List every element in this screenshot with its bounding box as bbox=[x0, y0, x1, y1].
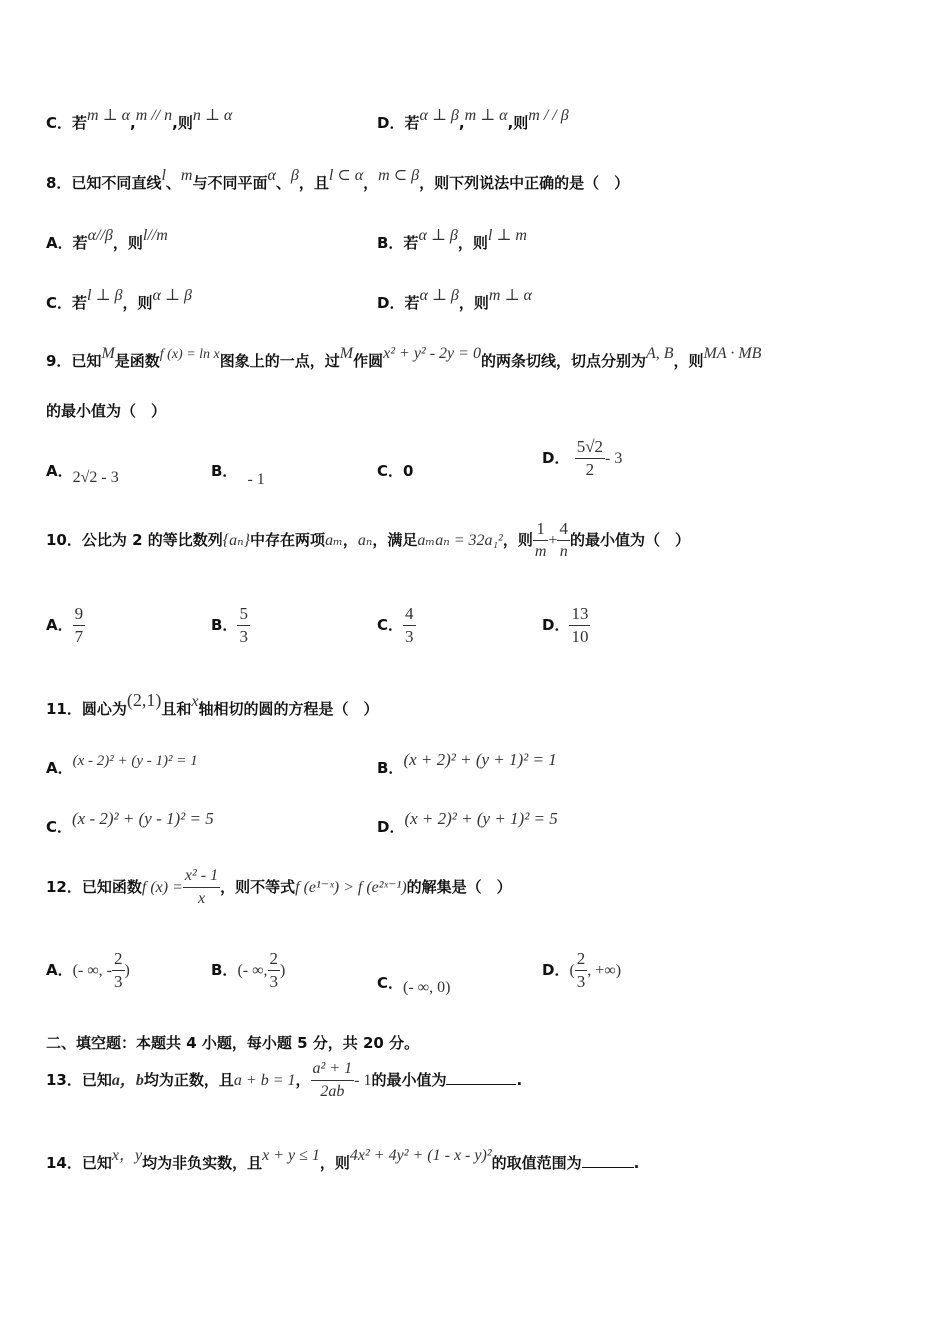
math: {aₙ} bbox=[222, 532, 251, 549]
math: M bbox=[339, 345, 354, 362]
question-14: 14．已知x，y均为非负实数，且x + y ≤ 1，则4x² + 4y² + (1 - x - y)²的取值范围为 . bbox=[46, 1147, 640, 1172]
math: l ⊥ β bbox=[87, 287, 123, 304]
q8-option-b[interactable]: B．若α ⊥ β，则l ⊥ m bbox=[377, 227, 527, 252]
math: x + y ≤ 1 bbox=[262, 1147, 320, 1164]
math: n ⊥ α bbox=[192, 107, 233, 124]
math: ) bbox=[124, 962, 130, 979]
math: l bbox=[161, 167, 166, 184]
math: aₘ bbox=[325, 532, 343, 549]
fraction: $\frac{5√2}{2}$ bbox=[576, 437, 604, 479]
q9-option-a[interactable]: A．2√2 - 3 bbox=[46, 462, 119, 486]
math: (x - 2)² + (y - 1)² = 1 bbox=[72, 753, 198, 769]
math: α bbox=[267, 167, 276, 184]
section-2-heading: 二、填空题：本题共 4 小题，每小题 5 分，共 20 分。 bbox=[46, 1034, 420, 1052]
math: ( bbox=[569, 962, 575, 979]
math: 2√2 - 3 bbox=[72, 469, 119, 486]
fraction: $\frac{13}{10}$ bbox=[571, 604, 589, 646]
fraction: $\frac{\text{a² + 1}}{2ab}$ bbox=[312, 1060, 353, 1100]
math: m ⊥ α bbox=[488, 287, 532, 304]
math: l ⊥ m bbox=[487, 227, 527, 244]
q11-option-a[interactable]: A．(x - 2)² + (y - 1)² = 1 bbox=[46, 753, 198, 777]
math: 4x² + 4y² + (1 - x - y)² bbox=[349, 1147, 492, 1164]
math: α ⊥ β bbox=[152, 287, 192, 304]
math: x，y bbox=[111, 1147, 143, 1164]
math: ) bbox=[280, 962, 286, 979]
q7-option-d[interactable]: D．若α ⊥ β,m ⊥ α,则m / / β bbox=[377, 107, 569, 132]
math: α//β bbox=[87, 227, 113, 244]
q10-option-a[interactable]: A． $\frac{9}{7}$ bbox=[46, 604, 84, 646]
q12-option-b[interactable]: B．(- ∞, $\frac{2}{3}$ ) bbox=[211, 949, 286, 991]
q12-option-a[interactable]: A．(- ∞, - $\frac{2}{3}$ ) bbox=[46, 949, 130, 991]
q11-option-c[interactable]: C．(x - 2)² + (y - 1)² = 5 bbox=[46, 809, 214, 836]
question-11-stem: 11．圆心为(2,1)且和x轴相切的圆的方程是（ ） bbox=[46, 690, 379, 718]
math: M bbox=[101, 345, 115, 362]
math: (x - 2)² + (y - 1)² = 5 bbox=[72, 809, 214, 828]
question-13: 13．已知a，b均为正数，且a + b = 1， $\frac{\text{a² + 1}}{2ab}$ - 1的最小值为 . bbox=[46, 1058, 522, 1103]
math: a + b = 1 bbox=[233, 1072, 296, 1089]
math: β bbox=[290, 167, 299, 184]
math: MA · MB bbox=[703, 345, 762, 362]
math: - 1 bbox=[247, 471, 265, 488]
fraction: $\frac{1}{m}$ bbox=[534, 519, 547, 560]
math: A, B bbox=[645, 345, 674, 362]
math: l ⊂ α bbox=[328, 167, 364, 184]
math: m ⊥ α bbox=[464, 107, 508, 124]
q9-option-c[interactable]: C．0 bbox=[377, 462, 414, 480]
question-8-stem: 8．已知不同直线l、m与不同平面α、β，且l ⊂ α，m ⊂ β，则下列说法中正确的是（ ） bbox=[46, 167, 630, 192]
fraction: $\frac{4}{n}$ bbox=[559, 519, 568, 560]
q10-option-d[interactable]: D． $\frac{13}{10}$ bbox=[542, 604, 589, 646]
math: (2,1) bbox=[126, 690, 162, 710]
math: α ⊥ β bbox=[419, 107, 459, 124]
q9-option-b[interactable]: B． - 1 bbox=[211, 462, 265, 488]
math: m bbox=[180, 167, 193, 184]
q10-option-c[interactable]: C． $\frac{4}{3}$ bbox=[377, 604, 414, 646]
q12-option-d[interactable]: D．( $\frac{2}{3}$ , +∞) bbox=[542, 949, 622, 991]
math: α ⊥ β bbox=[419, 287, 459, 304]
math: (x + 2)² + (y + 1)² = 5 bbox=[404, 809, 558, 828]
math: m / / β bbox=[528, 107, 569, 124]
q8-option-a[interactable]: A．若α//β，则l//m bbox=[46, 227, 168, 252]
math: m ⊥ α bbox=[87, 107, 131, 124]
question-10-stem: 10．公比为 2 的等比数列{aₙ}中存在两项aₘ，aₙ，满足aₘaₙ = 32a₁²，则 $\frac{1}{m}$ + $\frac{4}{n}$ 的最小值为（ ） bbox=[46, 518, 690, 563]
math: α ⊥ β bbox=[418, 227, 458, 244]
math: m ⊂ β bbox=[378, 167, 420, 184]
fraction: $\frac{2}{3}$ bbox=[114, 949, 123, 991]
q9-option-d[interactable]: D． $\frac{5√2}{2}$ - 3 bbox=[542, 437, 623, 479]
math: f (x) = ln x bbox=[159, 347, 220, 362]
fraction: $\frac{9}{7}$ bbox=[74, 604, 84, 646]
answer-blank[interactable] bbox=[582, 1167, 634, 1168]
math: l//m bbox=[142, 227, 168, 244]
fraction: $\frac{2}{3}$ bbox=[576, 949, 586, 991]
math: aₘaₙ = 32a₁² bbox=[417, 532, 503, 549]
math: aₙ bbox=[357, 532, 373, 549]
math: x² + y² - 2y = 0 bbox=[383, 345, 481, 362]
fraction: $\frac{4}{3}$ bbox=[405, 604, 414, 646]
fraction: $\frac{5}{3}$ bbox=[239, 604, 248, 646]
math: m // n bbox=[135, 107, 173, 124]
fraction: $\frac{2}{3}$ bbox=[269, 949, 278, 991]
q12-option-c[interactable]: C．(- ∞, 0) bbox=[377, 974, 451, 996]
q11-option-b[interactable]: B．(x + 2)² + (y + 1)² = 1 bbox=[377, 750, 557, 777]
question-12-stem: 12．已知函数f (x) = $\frac{\text{x² - 1}}{x}$ ，则不等式f (e¹⁻ˣ) > f (e²ˣ⁻¹)的解集是（ ） bbox=[46, 865, 512, 910]
fraction: $\frac{\text{x² - 1}}{x}$ bbox=[184, 867, 219, 907]
question-9-stem: 9．已知M是函数f (x) = ln x图象上的一点，过M作圆x² + y² - 2y = 0的两条切线，切点分别为A, B，则MA · MB bbox=[46, 345, 762, 370]
math: , +∞) bbox=[587, 962, 622, 979]
q7-option-c[interactable]: C．若m ⊥ α,m // n,则n ⊥ α bbox=[46, 107, 233, 132]
math: (- ∞, bbox=[237, 962, 268, 979]
answer-blank[interactable] bbox=[446, 1084, 516, 1085]
question-9-stem-line2: 的最小值为（ ） bbox=[46, 402, 167, 420]
q8-option-d[interactable]: D．若α ⊥ β，则m ⊥ α bbox=[377, 287, 532, 312]
math: f (e¹⁻ˣ) > f (e²ˣ⁻¹) bbox=[295, 879, 407, 896]
math: f (x) = bbox=[141, 879, 183, 896]
math: a，b bbox=[111, 1072, 144, 1089]
math: x bbox=[191, 693, 199, 710]
q10-option-b[interactable]: B． $\frac{5}{3}$ bbox=[211, 604, 248, 646]
math: (- ∞, - bbox=[72, 962, 112, 979]
q11-option-d[interactable]: D．(x + 2)² + (y + 1)² = 5 bbox=[377, 809, 558, 836]
math: (x + 2)² + (y + 1)² = 1 bbox=[403, 750, 557, 769]
q8-option-c[interactable]: C．若l ⊥ β，则α ⊥ β bbox=[46, 287, 192, 312]
math: (- ∞, 0) bbox=[403, 979, 451, 996]
